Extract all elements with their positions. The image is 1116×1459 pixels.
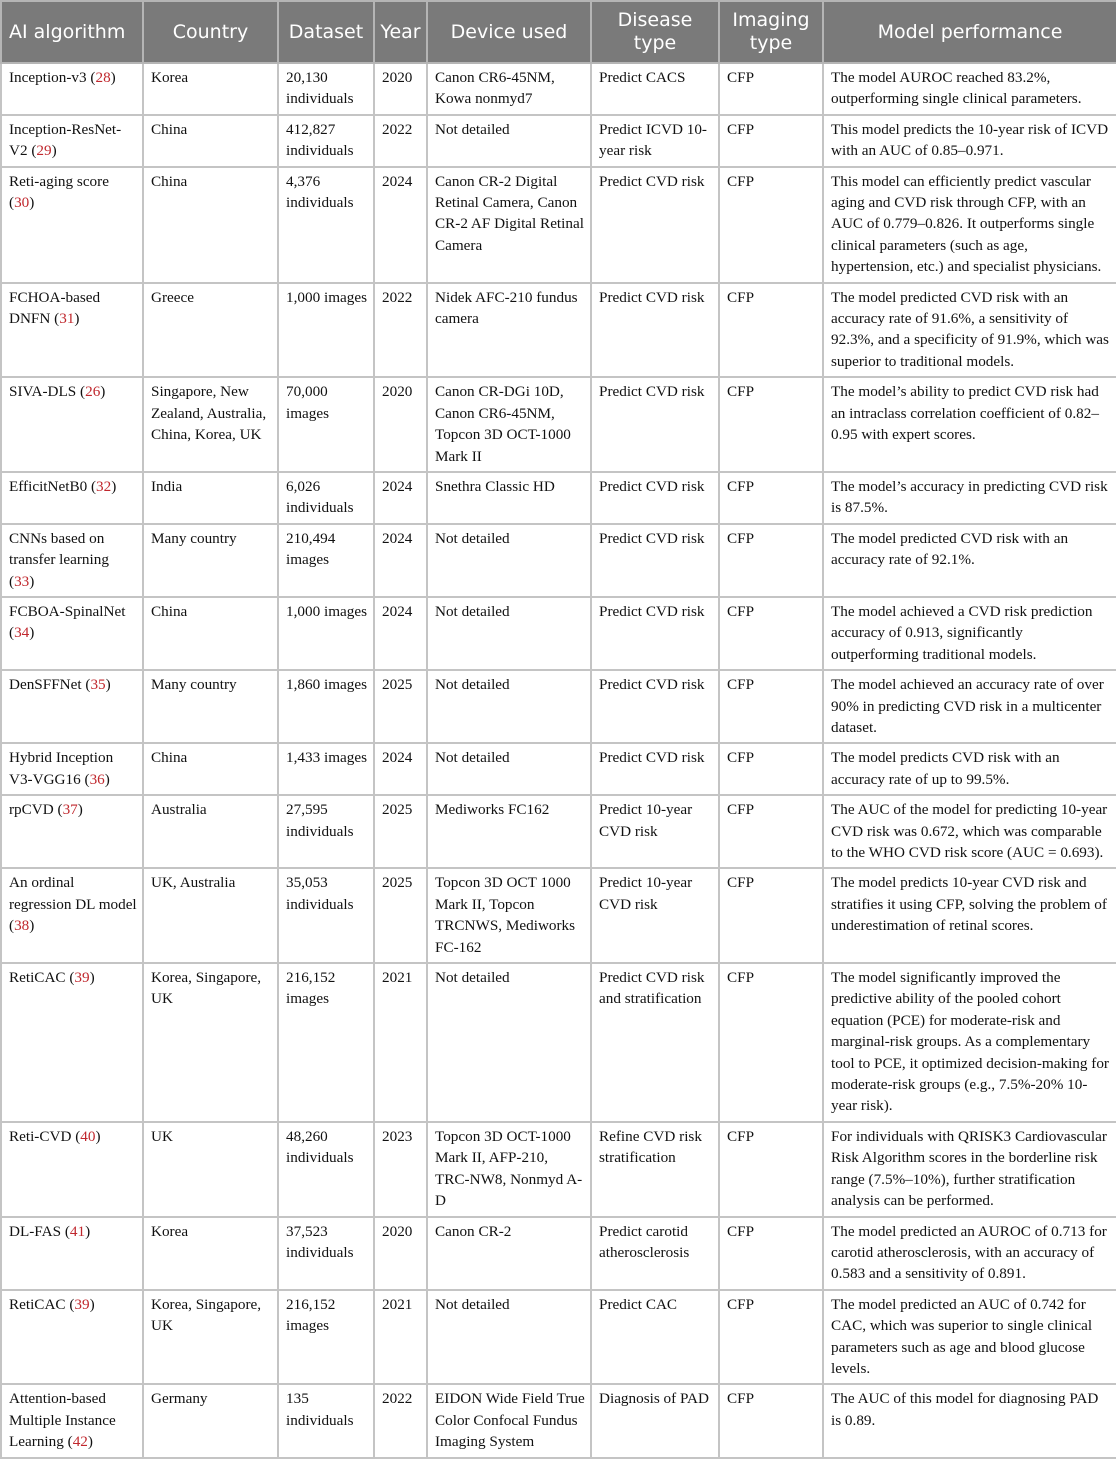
header-imaging-type: Imaging type xyxy=(719,1,823,63)
cell-ai-algorithm: FCBOA-SpinalNet (34) xyxy=(1,597,143,670)
cell-disease-type: Predict CVD risk xyxy=(591,167,719,283)
cell-country: Korea, Singapore, UK xyxy=(143,963,278,1122)
header-model-performance: Model performance xyxy=(823,1,1116,63)
reference-link[interactable]: 42 xyxy=(72,1433,88,1451)
cell-country: UK xyxy=(143,1122,278,1217)
cell-disease-type: Predict CVD risk and stratification xyxy=(591,963,719,1122)
cell-ai-algorithm: Reti-CVD (40) xyxy=(1,1122,143,1217)
cell-year: 2024 xyxy=(374,472,427,524)
header-ai-algorithm: AI algorithm xyxy=(1,1,143,63)
cell-disease-type: Predict carotid atherosclerosis xyxy=(591,1217,719,1290)
cell-model-performance: The model significantly improved the predictive ability of the pooled cohort equation (PCE) for moderate-risk and marginal-risk groups. As a complementary tool to PCE, it optimized decision-making for moderate-risk groups (e.g., 7.5%-20% 10-year risk). xyxy=(823,963,1116,1122)
cell-dataset: 1,000 images xyxy=(278,283,374,378)
cell-device-used: Mediworks FC162 xyxy=(427,795,591,868)
reference-link[interactable]: 39 xyxy=(74,969,90,987)
table-row xyxy=(1,1217,1116,1290)
cell-ai-algorithm: SIVA-DLS (26) xyxy=(1,377,143,472)
cell-disease-type: Predict CVD risk xyxy=(591,597,719,670)
algorithm-name: rpCVD xyxy=(9,801,54,819)
header-country: Country xyxy=(143,1,278,63)
algorithm-name: Reti-CVD xyxy=(9,1127,72,1145)
cell-disease-type: Predict CVD risk xyxy=(591,743,719,795)
cell-ai-algorithm: Hybrid Inception V3-VGG16 (36) xyxy=(1,743,143,795)
cell-imaging-type: CFP xyxy=(719,670,823,743)
cell-country: UK, Australia xyxy=(143,868,278,963)
cell-year: 2022 xyxy=(374,1384,427,1457)
reference-link[interactable]: 36 xyxy=(89,770,105,788)
cell-model-performance: The model’s accuracy in predicting CVD risk is 87.5%. xyxy=(823,472,1116,524)
cell-model-performance: This model can efficiently predict vascular aging and CVD risk through CFP, with an AUC of 0.779–0.826. It outperforms single clinical parameters (such as age, hypertension, etc.) and specialist physicians. xyxy=(823,167,1116,283)
cell-year: 2023 xyxy=(374,1122,427,1217)
cell-dataset: 216,152 images xyxy=(278,963,374,1122)
algorithm-name: RetiCAC xyxy=(9,969,66,987)
cell-imaging-type: CFP xyxy=(719,795,823,868)
cell-country: Many country xyxy=(143,524,278,597)
cell-ai-algorithm: Inception-ResNet-V2 (29) xyxy=(1,115,143,167)
cell-imaging-type: CFP xyxy=(719,63,823,115)
algorithm-name: Attention-based Multiple Instance Learning xyxy=(9,1390,116,1451)
cell-device-used: Not detailed xyxy=(427,670,591,743)
cell-year: 2021 xyxy=(374,963,427,1122)
table-row xyxy=(1,115,1116,167)
algorithm-name: An ordinal regression DL model xyxy=(9,874,137,913)
cell-dataset: 48,260 individuals xyxy=(278,1122,374,1217)
algorithm-name: CNNs based on transfer learning xyxy=(9,529,109,569)
cell-device-used: Canon CR-2 xyxy=(427,1217,591,1290)
cell-country: Singapore, New Zealand, Australia, China, Korea, UK xyxy=(143,377,278,472)
cell-year: 2025 xyxy=(374,670,427,743)
cell-imaging-type: CFP xyxy=(719,1290,823,1385)
cell-ai-algorithm: An ordinal regression DL model (38) xyxy=(1,868,143,963)
cell-disease-type: Predict CVD risk xyxy=(591,524,719,597)
header-device-used: Device used xyxy=(427,1,591,63)
cell-model-performance: The AUC of this model for diagnosing PAD is 0.89. xyxy=(823,1384,1116,1457)
reference-link[interactable]: 41 xyxy=(69,1222,86,1240)
cell-model-performance: The model predicts CVD risk with an accuracy rate of up to 99.5%. xyxy=(823,743,1116,795)
cell-model-performance: The model predicted an AUC of 0.742 for CAC, which was superior to single clinical parameters such as age and blood glucose levels. xyxy=(823,1290,1116,1385)
table-body xyxy=(1,63,1116,1458)
cell-device-used: Canon CR6-45NM, Kowa nonmyd7 xyxy=(427,63,591,115)
cell-imaging-type: CFP xyxy=(719,115,823,167)
cell-dataset: 210,494 images xyxy=(278,524,374,597)
cell-model-performance: The model predicted an AUROC of 0.713 for carotid atherosclerosis, with an accuracy of 0.583 and a sensitivity of 0.891. xyxy=(823,1217,1116,1290)
table-row xyxy=(1,597,1116,670)
cell-imaging-type: CFP xyxy=(719,1384,823,1457)
cell-device-used: Not detailed xyxy=(427,524,591,597)
cell-disease-type: Predict CVD risk xyxy=(591,283,719,378)
cell-imaging-type: CFP xyxy=(719,1122,823,1217)
cell-dataset: 412,827 individuals xyxy=(278,115,374,167)
cell-country: China xyxy=(143,115,278,167)
cell-model-performance: The model’s ability to predict CVD risk had an intraclass correlation coefficient of 0.82–0.95 with expert scores. xyxy=(823,377,1116,472)
reference-link[interactable]: 37 xyxy=(62,801,78,819)
cell-dataset: 135 individuals xyxy=(278,1384,374,1457)
cell-imaging-type: CFP xyxy=(719,377,823,472)
cell-imaging-type: CFP xyxy=(719,1217,823,1290)
cell-year: 2020 xyxy=(374,63,427,115)
cell-device-used: Canon CR-DGi 10D, Canon CR6-45NM, Topcon 3D OCT-1000 Mark II xyxy=(427,377,591,472)
algorithm-name: Inception-v3 xyxy=(9,69,87,86)
cell-device-used: Not detailed xyxy=(427,597,591,670)
header-disease-type: Disease type xyxy=(591,1,719,63)
cell-device-used: Not detailed xyxy=(427,115,591,167)
cell-device-used: Not detailed xyxy=(427,963,591,1122)
cell-dataset: 70,000 images xyxy=(278,377,374,472)
cell-dataset: 4,376 individuals xyxy=(278,167,374,283)
cell-country: Germany xyxy=(143,1384,278,1457)
algorithm-name: FCHOA-based DNFN xyxy=(9,288,101,328)
cell-country: China xyxy=(143,167,278,283)
reference-link[interactable]: 30 xyxy=(14,194,30,212)
table-row xyxy=(1,524,1116,597)
cell-model-performance: The AUC of the model for predicting 10-year CVD risk was 0.672, which was comparable to the WHO CVD risk score (AUC = 0.693). xyxy=(823,795,1116,868)
reference-link[interactable]: 34 xyxy=(14,624,30,642)
cell-device-used: Not detailed xyxy=(427,743,591,795)
cell-ai-algorithm: FCHOA-based DNFN (31) xyxy=(1,283,143,378)
reference-link[interactable]: 26 xyxy=(85,383,101,401)
table-row xyxy=(1,283,1116,378)
algorithm-name: Inception-ResNet-V2 xyxy=(9,120,122,160)
algorithm-name: SIVA-DLS xyxy=(9,383,77,401)
cell-disease-type: Predict ICVD 10-year risk xyxy=(591,115,719,167)
cell-ai-algorithm: RetiCAC (39) xyxy=(1,963,143,1122)
cell-year: 2025 xyxy=(374,795,427,868)
table-row xyxy=(1,963,1116,1122)
cell-dataset: 20,130 individuals xyxy=(278,63,374,115)
table-row xyxy=(1,167,1116,283)
cell-disease-type: Refine CVD risk stratification xyxy=(591,1122,719,1217)
table-header-row xyxy=(1,1,1116,63)
cell-ai-algorithm: Reti-aging score (30) xyxy=(1,167,143,283)
header-dataset: Dataset xyxy=(278,1,374,63)
cell-device-used: Nidek AFC-210 fundus camera xyxy=(427,283,591,378)
cell-imaging-type: CFP xyxy=(719,167,823,283)
cell-disease-type: Diagnosis of PAD xyxy=(591,1384,719,1457)
cell-year: 2025 xyxy=(374,868,427,963)
cell-dataset: 37,523 individuals xyxy=(278,1217,374,1290)
cell-dataset: 27,595 individuals xyxy=(278,795,374,868)
cell-year: 2024 xyxy=(374,167,427,283)
algorithm-name: EfficitNetB0 xyxy=(9,477,88,495)
reference-link[interactable]: 32 xyxy=(96,477,112,495)
cell-year: 2022 xyxy=(374,283,427,378)
cell-device-used: Topcon 3D OCT-1000 Mark II, AFP-210, TRC-NW8, Nonmyd A-D xyxy=(427,1122,591,1217)
cell-dataset: 1,860 images xyxy=(278,670,374,743)
table-row xyxy=(1,1122,1116,1217)
cell-year: 2021 xyxy=(374,1290,427,1385)
cell-ai-algorithm: Inception-v3 (28) xyxy=(1,63,143,115)
header-year: Year xyxy=(374,1,427,63)
cell-year: 2024 xyxy=(374,524,427,597)
cell-ai-algorithm: DL-FAS (41) xyxy=(1,1217,143,1290)
cell-model-performance: For individuals with QRISK3 Cardiovascular Risk Algorithm scores in the borderline risk range (7.5%–10%), further stratification analysis can be performed. xyxy=(823,1122,1116,1217)
reference-link[interactable]: 39 xyxy=(74,1295,90,1313)
cell-device-used: Snethra Classic HD xyxy=(427,472,591,524)
cell-ai-algorithm: EfficitNetB0 (32) xyxy=(1,472,143,524)
reference-link[interactable]: 33 xyxy=(14,572,30,590)
cell-dataset: 6,026 individuals xyxy=(278,472,374,524)
cell-year: 2022 xyxy=(374,115,427,167)
cell-imaging-type: CFP xyxy=(719,472,823,524)
cell-disease-type: Predict CVD risk xyxy=(591,377,719,472)
reference-link[interactable]: 38 xyxy=(14,917,30,935)
reference-link[interactable]: 35 xyxy=(90,676,106,694)
algorithm-name: Hybrid Inception V3-VGG16 xyxy=(9,749,114,788)
table-row xyxy=(1,1290,1116,1385)
cell-device-used: Canon CR-2 Digital Retinal Camera, Canon CR-2 AF Digital Retinal Camera xyxy=(427,167,591,283)
cell-imaging-type: CFP xyxy=(719,283,823,378)
cell-model-performance: The model achieved a CVD risk prediction accuracy of 0.913, significantly outperforming traditional models. xyxy=(823,597,1116,670)
cell-model-performance: The model achieved an accuracy rate of over 90% in predicting CVD risk in a multicenter dataset. xyxy=(823,670,1116,743)
cell-imaging-type: CFP xyxy=(719,743,823,795)
cell-model-performance: The model predicted CVD risk with an accuracy rate of 92.1%. xyxy=(823,524,1116,597)
cell-disease-type: Predict CAC xyxy=(591,1290,719,1385)
algorithm-name: DL-FAS xyxy=(9,1222,62,1240)
algorithm-name: FCBOA-SpinalNet xyxy=(9,602,126,620)
cell-dataset: 1,433 images xyxy=(278,743,374,795)
table-row xyxy=(1,743,1116,795)
cell-country: Korea xyxy=(143,63,278,115)
cell-disease-type: Predict CACS xyxy=(591,63,719,115)
cell-device-used: Topcon 3D OCT 1000 Mark II, Topcon TRCNWS, Mediworks FC-162 xyxy=(427,868,591,963)
table-row xyxy=(1,472,1116,524)
cell-ai-algorithm: Attention-based Multiple Instance Learning (42) xyxy=(1,1384,143,1457)
cell-model-performance: The model predicts 10-year CVD risk and stratifies it using CFP, solving the problem of underestimation of retinal scores. xyxy=(823,868,1116,963)
cell-model-performance: The model predicted CVD risk with an accuracy rate of 91.6%, a sensitivity of 92.3%, and a specificity of 91.9%, which was superior to traditional models. xyxy=(823,283,1116,378)
cell-country: Korea, Singapore, UK xyxy=(143,1290,278,1385)
cell-disease-type: Predict CVD risk xyxy=(591,670,719,743)
cell-country: India xyxy=(143,472,278,524)
cell-device-used: Not detailed xyxy=(427,1290,591,1385)
reference-link[interactable]: 31 xyxy=(59,310,75,328)
cell-disease-type: Predict CVD risk xyxy=(591,472,719,524)
cell-year: 2024 xyxy=(374,743,427,795)
cell-country: Korea xyxy=(143,1217,278,1290)
cell-country: China xyxy=(143,597,278,670)
cell-dataset: 1,000 images xyxy=(278,597,374,670)
cell-ai-algorithm: rpCVD (37) xyxy=(1,795,143,868)
cell-country: Many country xyxy=(143,670,278,743)
cell-dataset: 35,053 individuals xyxy=(278,868,374,963)
cell-device-used: EIDON Wide Field True Color Confocal Fundus Imaging System xyxy=(427,1384,591,1457)
algorithm-name: RetiCAC xyxy=(9,1295,66,1313)
cell-imaging-type: CFP xyxy=(719,597,823,670)
reference-link[interactable]: 28 xyxy=(95,69,111,86)
cell-imaging-type: CFP xyxy=(719,963,823,1122)
algorithm-name: DenSFFNet xyxy=(9,676,82,694)
cell-country: Greece xyxy=(143,283,278,378)
reference-link[interactable]: 40 xyxy=(80,1127,96,1145)
table-row xyxy=(1,868,1116,963)
cell-ai-algorithm: DenSFFNet (35) xyxy=(1,670,143,743)
cell-model-performance: The model AUROC reached 83.2%, outperforming single clinical parameters. xyxy=(823,63,1116,115)
cell-year: 2024 xyxy=(374,597,427,670)
table-row xyxy=(1,63,1116,115)
cell-imaging-type: CFP xyxy=(719,524,823,597)
cell-model-performance: This model predicts the 10-year risk of ICVD with an AUC of 0.85–0.971. xyxy=(823,115,1116,167)
cell-ai-algorithm: RetiCAC (39) xyxy=(1,1290,143,1385)
cell-disease-type: Predict 10-year CVD risk xyxy=(591,868,719,963)
algorithm-name: Reti-aging score xyxy=(9,172,109,190)
reference-link[interactable]: 29 xyxy=(36,142,52,160)
cell-ai-algorithm: CNNs based on transfer learning (33) xyxy=(1,524,143,597)
table-row xyxy=(1,377,1116,472)
cell-country: Australia xyxy=(143,795,278,868)
table-row xyxy=(1,670,1116,743)
cell-country: China xyxy=(143,743,278,795)
cell-year: 2020 xyxy=(374,377,427,472)
cell-year: 2020 xyxy=(374,1217,427,1290)
table-row xyxy=(1,795,1116,868)
cell-dataset: 216,152 images xyxy=(278,1290,374,1385)
table-row xyxy=(1,1384,1116,1457)
cell-disease-type: Predict 10-year CVD risk xyxy=(591,795,719,868)
cell-imaging-type: CFP xyxy=(719,868,823,963)
